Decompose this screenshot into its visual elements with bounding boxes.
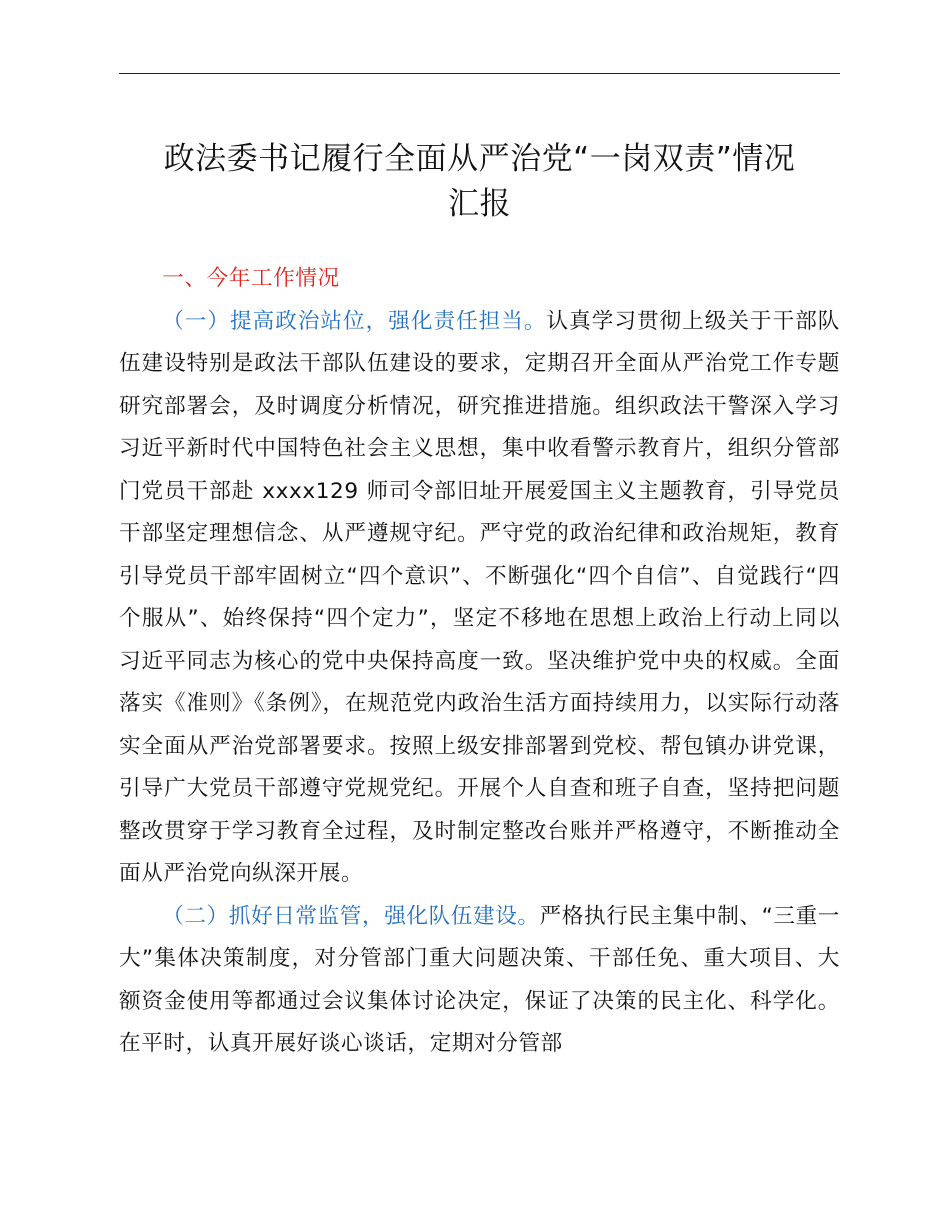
section-heading-1: [119, 258, 840, 301]
title-line-2: 汇报: [448, 186, 511, 222]
paragraph-2: [119, 896, 840, 1066]
paragraph-1-text: 认真学习贯彻上级关于干部队伍建设特别是政法干部队伍建设的要求，定期召开全面从严治党工作专题研究部署会，及时调度分析情况，研究推进措施。组织政法干警深入学习习近平新时代中国特色社会主义思想，集中收看警示教育片，组织分管部门党员干部赴 xxxx129 师司令部旧址开展爱国主义主题教育，引导党员干部坚定理想信念、从严遵规守纪。严守党的政治纪律和政治规矩，教育引导党员干部牢固树立“四个意识”、不断强化“四个自信”、自觉践行“四个服从”、始终保持“四个定力”，坚定不移地在思想上政治上行动上同以习近平同志为核心的党中央保持高度一致。坚决维护党中央的权威。全面落实《准则》《条例》，在规范党内政治生活方面持续用力，以实际行动落实全面从严治党部署要求。按照上级安排部署到党校、帮包镇办讲党课，引导广大党员干部遵守党规党纪。开展个人自查和班子自查，坚持把问题整改贯穿于学习教育全过程，及时制定整改台账并严格遵守，不断推动全面从严治党向纵深开展。: [119, 308, 840, 886]
paragraph-2-text: 严格执行民主集中制、“三重一大”集体决策制度，对分管部门重大问题决策、干部任免、重大项目、大额资金使用等都通过会议集体讨论决定，保证了决策的民主化、科学化。在平时，认真开展好谈心谈话，定期对分管部: [119, 903, 841, 1056]
document-body: [119, 258, 840, 1066]
paragraph-2-heading: （二）抓好日常监管，强化队伍建设。: [162, 903, 540, 929]
paragraph-1: [119, 301, 840, 896]
header-rule: [119, 73, 840, 74]
title-line-1: 政法委书记履行全面从严治党“一岗双责”情况: [163, 141, 796, 177]
document-title: [119, 137, 840, 227]
section-heading-text: 一、今年工作情况: [162, 266, 340, 291]
paragraph-1-heading: （一）提高政治站位，强化责任担当。: [162, 308, 547, 334]
